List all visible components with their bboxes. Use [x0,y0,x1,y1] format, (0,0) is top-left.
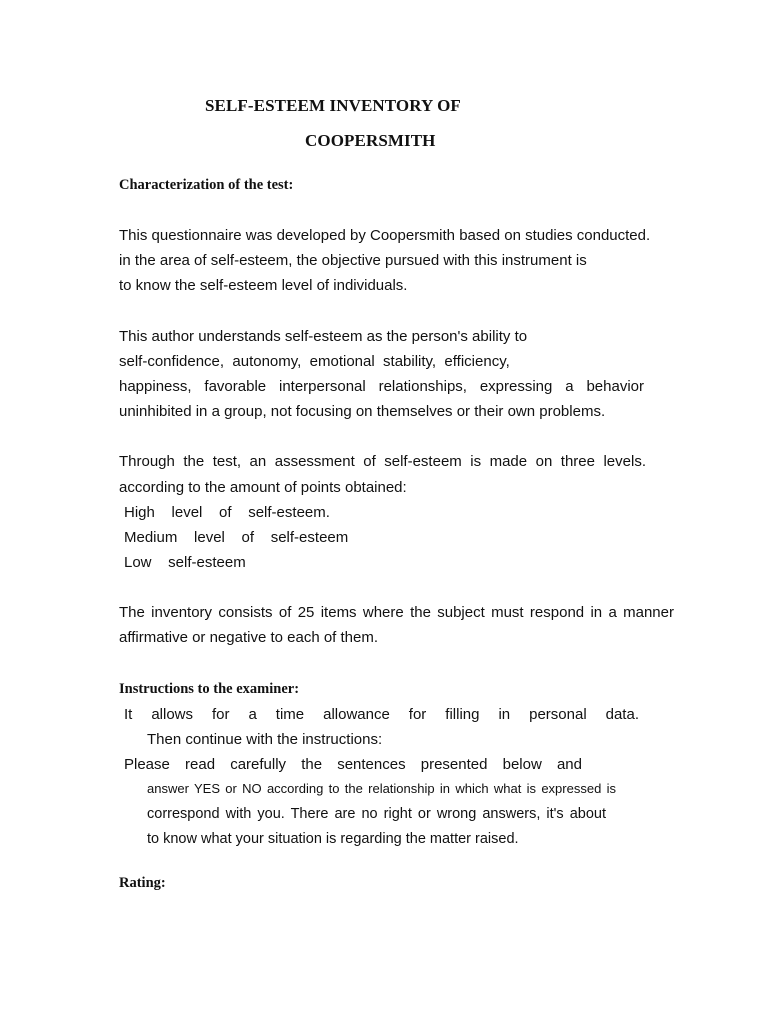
instruction-line: Please read carefully the sentences presented below and [124,756,582,773]
paragraph-line: in the area of self-esteem, the objective pursued with this instrument is [119,252,587,269]
paragraph-line: This questionnaire was developed by Coopersmith based on studies conducted. [119,227,651,244]
paragraph-line: Through the test, an assessment of self-esteem is made on three levels. [119,453,646,470]
instruction-line: It allows for a time allowance for filling in personal data. [124,706,639,723]
paragraph-line: This author understands self-esteem as the person's ability to [119,328,528,345]
paragraph-line: happiness, favorable interpersonal relationships, expressing a behavior [119,378,644,395]
paragraph-line: affirmative or negative to each of them. [119,629,379,646]
paragraph-line: self-confidence, autonomy, emotional stability, efficiency, [119,353,510,370]
rating-heading: Rating: [119,875,166,891]
characterization-heading: Characterization of the test: [119,177,294,193]
instruction-line: Then continue with the instructions: [147,731,383,748]
title-line-1: SELF-ESTEEM INVENTORY OF [205,96,461,115]
instructions-heading: Instructions to the examiner: [119,681,300,697]
paragraph-line: according to the amount of points obtained: [119,479,407,496]
paragraph-line: uninhibited in a group, not focusing on themselves or their own problems. [119,403,606,420]
level-item: Medium level of self-esteem [124,529,349,546]
instruction-line: answer YES or NO according to the relationship in which what is expressed is [147,781,616,796]
instruction-line: to know what your situation is regarding the matter raised. [147,831,519,847]
instruction-line: correspond with you. There are no right or wrong answers, it's about [147,806,606,822]
paragraph-line: to know the self-esteem level of individuals. [119,277,408,294]
level-item: Low self-esteem [124,554,246,571]
paragraph-line: The inventory consists of 25 items where the subject must respond in a manner [119,604,674,621]
title-line-2: COOPERSMITH [305,131,436,150]
level-item: High level of self-esteem. [124,504,330,521]
